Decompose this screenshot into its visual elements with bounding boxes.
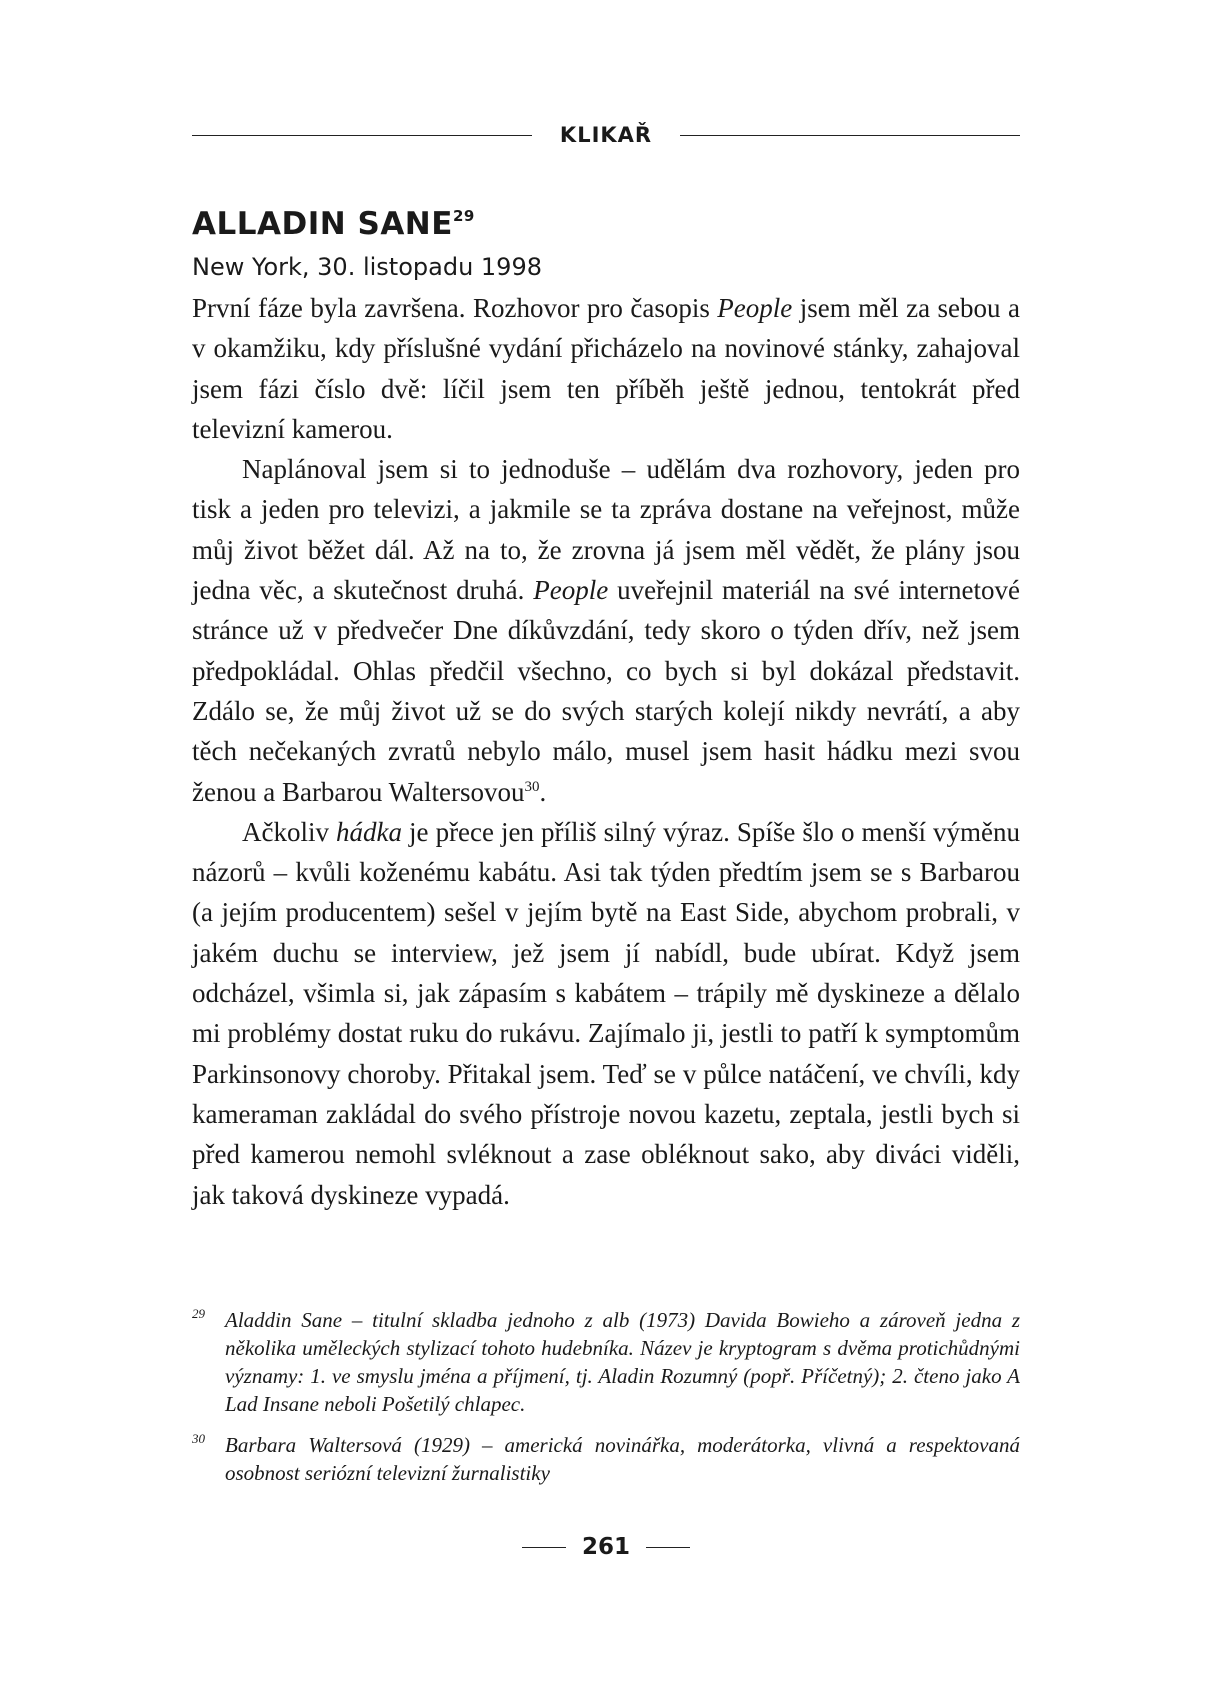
chapter-title <box>192 204 475 244</box>
page-number: 261 <box>581 1534 630 1560</box>
footnote-text: Aladdin Sane – titulní skladba jednoho z alb (1973) Davida Bowieho a zároveň jedna z několika uměleckých stylizací tohoto hudebníka. Název je kryptogram s dvěma protichůdnými významy: 1. ve smyslu jména a příjmení, tj. Aladin Rozumný (popř. Příčetný); 2. čteno jako A Lad Insane neboli Pošetilý chlapec. <box>225 1308 1020 1416</box>
folio-rule-left <box>522 1547 566 1548</box>
emphasis: People <box>717 293 793 323</box>
emphasis: People <box>533 575 609 606</box>
paragraph-1: První fáze byla završena. Rozhovor pro časopis People jsem měl za sebou a v okamžiku, kdy příslušné vydání přicházelo na novinové stánky, zahajoval jsem fázi číslo dvě: líčil jsem ten příběh ještě jednou, tentokrát před televizní kamerou. <box>192 293 1020 444</box>
footnote-ref-30[interactable]: 30 <box>524 778 540 795</box>
paragraph-2: Naplánoval jsem si to jednoduše – udělám dva rozhovory, jeden pro tisk a jeden pro televizi, a jakmile se ta zpráva dostane na veřejnost, může můj život běžet dál. Až na to, že zrovna já jsem měl vědět, že plány jsou jedna věc, a skutečnost druhá. People uveřejnil materiál na své internetové stránce už v předvečer Dne díkůvzdání, tedy skoro o týden dřív, než jsem předpokládal. Ohlas předčil všechno, co bych si byl dokázal představit. Zdálo se, že můj život už se do svých starých kolejí nikdy nevrátí, a aby těch nečekaných zvratů nebylo málo, musel jsem hasit hádku mezi svou ženou a Barbarou Waltersovou$^{30}$. <box>192 454 1020 807</box>
running-header <box>192 118 1020 152</box>
footnote <box>192 1306 1020 1418</box>
footnote-text: Barbara Waltersová (1929) – americká novinářka, moderátorka, vlivná a respektovaná osobnost seriózní televizní žurnalistiky <box>225 1433 1020 1485</box>
header-rule-right <box>680 135 1020 136</box>
folio-rule-right <box>646 1547 690 1548</box>
running-title: KLIKAŘ <box>559 123 653 147</box>
footnote-number: 29 <box>192 1306 205 1321</box>
page-folio <box>0 1534 1212 1560</box>
footnote-ref-29[interactable]: 29 <box>452 206 475 225</box>
footnote-number: 30 <box>192 1431 205 1446</box>
header-rule-left <box>192 135 532 136</box>
footnote <box>192 1431 1020 1487</box>
emphasis: hádka <box>336 816 403 847</box>
chapter-title-text: ALLADIN SANE <box>192 206 453 242</box>
body-text <box>192 288 1020 1215</box>
chapter-dateline: New York, 30. listopadu 1998 <box>192 253 542 281</box>
footnotes <box>192 1306 1020 1500</box>
paragraph-3: Ačkoliv hádka je přece jen příliš silný výraz. Spíše šlo o menší výměnu názorů – kvůli koženému kabátu. Asi tak týden předtím jsem se s Barbarou (a jejím producentem) sešel v jejím bytě na East Side, abychom probrali, v jakém duchu se interview, jež jsem jí nabídl, bude ubírat. Když jsem odcházel, všimla si, jak zápasím s kabátem – trápily mě dyskineze a dělalo mi problémy dostat ruku do rukávu. Zajímalo ji, jestli to patří k symptomům Parkinsonovy choroby. Přitakal jsem. Teď se v půlce natáčení, ve chvíli, kdy kameraman zakládal do svého přístroje novou kazetu, zeptala, jestli bych si před kamerou nemohl svléknout a zase obléknout sako, aby diváci viděli, jak taková dyskineze vypadá. <box>192 816 1020 1210</box>
